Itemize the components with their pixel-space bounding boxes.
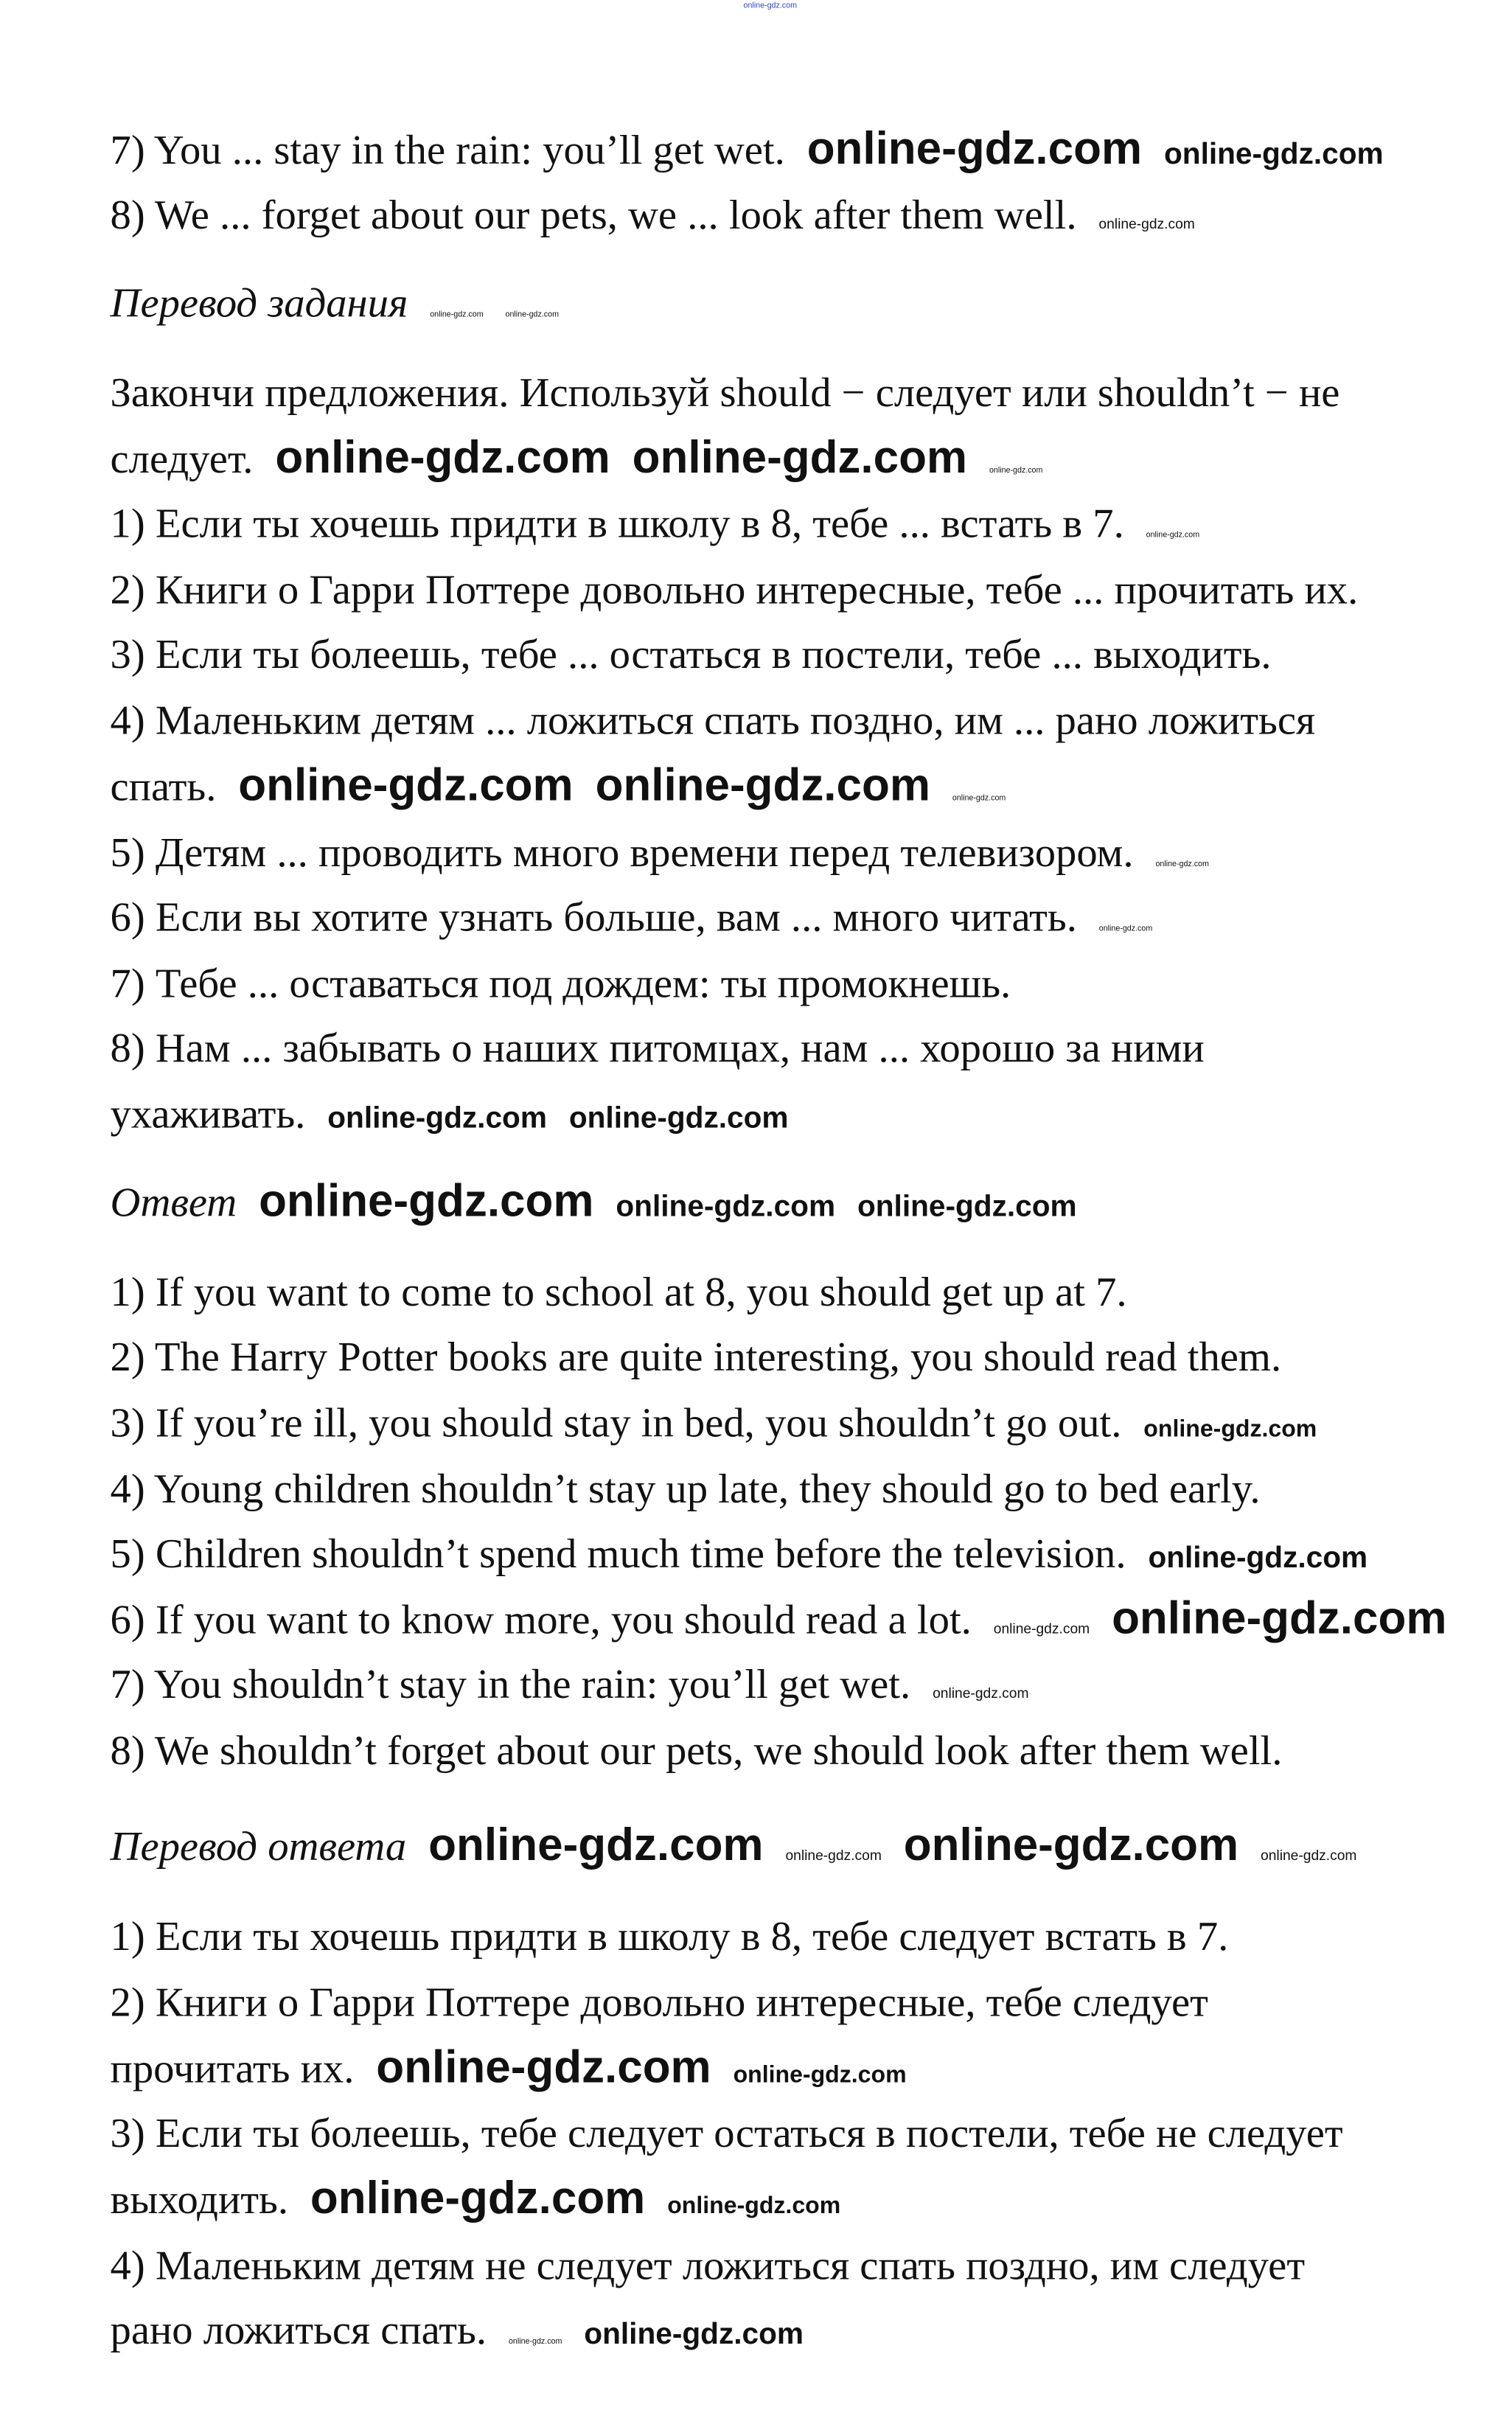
- line-text: 8) We ... forget about our pets, we ... look after them well.: [110, 190, 1077, 238]
- answer-translation-line: [111, 2173, 841, 2223]
- line-text: 8) Нам ... забывать о наших питомцах, нам ... хорошо за ними: [110, 1023, 1205, 1071]
- line-text: спать.: [110, 762, 217, 810]
- watermark: online-gdz.com: [806, 124, 1143, 175]
- line-text: 5) Детям ... проводить много времени перед телевизором.: [110, 828, 1134, 876]
- line-text: 1) Если ты хочешь придти в школу в 8, тебе следует встать в 7.: [110, 1912, 1229, 1960]
- watermark: online-gdz.com: [584, 2318, 804, 2352]
- watermark: online-gdz.com: [667, 2193, 841, 2220]
- line-text: Закончи предложения. Используй should − следует или shouldn’t − не: [110, 368, 1340, 417]
- watermark: online-gdz.com: [1148, 1542, 1368, 1575]
- watermark: online-gdz.com: [238, 760, 574, 812]
- answer-line: [111, 1267, 1127, 1317]
- task-line: [111, 958, 1011, 1008]
- task-line: [111, 367, 1340, 417]
- line-text: 2) The Harry Potter books are quite interesting, you should read them.: [110, 1332, 1282, 1380]
- watermark: online-gdz.com: [993, 1620, 1090, 1637]
- heading-text: Перевод задания: [110, 279, 408, 327]
- line-text: 7) Тебе ... оставаться под дождем: ты промокнешь.: [110, 959, 1011, 1007]
- answer-translation-heading: [111, 1821, 1357, 1871]
- watermark: online-gdz.com: [275, 433, 610, 484]
- watermark: online-gdz.com: [1112, 1594, 1447, 1645]
- watermark: online-gdz.com: [903, 1820, 1239, 1872]
- answer-line: [111, 1463, 1261, 1514]
- watermark: online-gdz.com: [595, 760, 930, 812]
- watermark: online-gdz.com: [430, 310, 484, 320]
- task-line: [111, 628, 1272, 678]
- watermark: online-gdz.com: [857, 1191, 1077, 1225]
- watermark: online-gdz.com: [310, 2173, 646, 2224]
- task-line: [111, 498, 1200, 548]
- line-text: рано ложиться спать.: [110, 2305, 487, 2353]
- watermark: online-gdz.com: [1261, 1847, 1357, 1864]
- line-text: 4) Young children shouldn’t stay up late, they should go to bed early.: [110, 1464, 1261, 1513]
- line-text: 6) Если вы хотите узнать больше, вам ... много читать.: [110, 893, 1077, 941]
- line-text: 3) Если ты болеешь, тебе следует остаться в постели, тебе не следует: [110, 2108, 1343, 2156]
- task-line: [111, 1088, 789, 1138]
- task-line: [111, 564, 1359, 614]
- answer-line: [111, 1331, 1282, 1381]
- answer-translation-line: [111, 2108, 1343, 2158]
- answer-translation-line: [111, 2240, 1306, 2290]
- task-line: [111, 827, 1209, 877]
- watermark: online-gdz.com: [785, 1847, 882, 1864]
- task-line: [111, 694, 1316, 745]
- line-text: 1) If you want to come to school at 8, you should get up at 7.: [110, 1267, 1127, 1315]
- line-text: следует.: [110, 434, 254, 482]
- answer-translation-line: [111, 1977, 1208, 2027]
- answer-translation-line: [111, 2043, 907, 2093]
- line-text: 8) We shouldn’t forget about our pets, we should look after them well.: [110, 1726, 1283, 1774]
- watermark: online-gdz.com: [632, 433, 968, 484]
- answer-line: [111, 1397, 1317, 1447]
- watermark: online-gdz.com: [1098, 215, 1195, 232]
- line-text: прочитать их.: [110, 2044, 355, 2092]
- line-text: 2) Книги о Гарри Поттере довольно интересные, тебе следует: [110, 1978, 1208, 2026]
- watermark: online-gdz.com: [933, 1685, 1029, 1702]
- exercise-line: [111, 189, 1195, 239]
- line-text: 5) Children shouldn’t spend much time before the television.: [110, 1529, 1126, 1577]
- line-text: 6) If you want to know more, you should read a lot.: [110, 1595, 972, 1643]
- watermark: online-gdz.com: [1146, 531, 1200, 540]
- line-text: 4) Маленьким детям ... ложиться спать поздно, им ... рано ложиться: [110, 696, 1316, 744]
- watermark: online-gdz.com: [989, 466, 1043, 476]
- watermark: online-gdz.com: [952, 793, 1006, 804]
- answer-line: [111, 1594, 1447, 1644]
- watermark: online-gdz.com: [1155, 860, 1209, 870]
- task-line: [111, 433, 1043, 484]
- line-text: 4) Маленьким детям не следует ложиться спать поздно, им следует: [110, 2241, 1306, 2289]
- line-text: 7) You ... stay in the rain: you’ll get wet.: [110, 125, 785, 174]
- line-text: ухаживать.: [110, 1090, 306, 1138]
- watermark: online-gdz.com: [1163, 139, 1384, 172]
- heading-text: Ответ: [110, 1178, 237, 1226]
- watermark: online-gdz.com: [743, 1, 797, 11]
- line-text: 2) Книги о Гарри Поттере довольно интересные, тебе ... прочитать их.: [110, 565, 1359, 613]
- watermark: online-gdz.com: [428, 1820, 764, 1872]
- watermark: online-gdz.com: [376, 2043, 711, 2094]
- exercise-line: [111, 125, 1384, 175]
- task-line: [111, 761, 1006, 811]
- line-text: выходить.: [110, 2175, 289, 2223]
- heading-text: Перевод ответа: [110, 1822, 407, 1870]
- answer-line: [111, 1659, 1029, 1709]
- watermark: online-gdz.com: [1098, 924, 1153, 934]
- line-text: 3) Если ты болеешь, тебе ... остаться в постели, тебе ... выходить.: [110, 630, 1272, 678]
- watermark: online-gdz.com: [733, 2061, 907, 2089]
- watermark: online-gdz.com: [568, 1102, 789, 1136]
- answer-translation-line: [111, 1911, 1229, 1961]
- answer-heading: [111, 1177, 1077, 1227]
- line-text: 1) Если ты хочешь придти в школу в 8, тебе ... встать в 7.: [110, 499, 1124, 547]
- task-line: [111, 1023, 1205, 1073]
- line-text: 3) If you’re ill, you should stay in bed, you shouldn’t go out.: [110, 1399, 1122, 1446]
- watermark: online-gdz.com: [505, 310, 559, 320]
- answer-line: [111, 1528, 1368, 1578]
- watermark: online-gdz.com: [259, 1176, 594, 1227]
- watermark: online-gdz.com: [327, 1102, 547, 1136]
- task-line: [111, 891, 1153, 941]
- line-text: 7) You shouldn’t stay in the rain: you’ll get wet.: [110, 1659, 911, 1707]
- answer-line: [111, 1724, 1283, 1775]
- task-translation-heading: [111, 277, 559, 327]
- watermark: online-gdz.com: [616, 1191, 836, 1225]
- watermark: online-gdz.com: [508, 2337, 562, 2347]
- answer-translation-line: [111, 2305, 804, 2355]
- watermark: online-gdz.com: [1143, 1415, 1317, 1443]
